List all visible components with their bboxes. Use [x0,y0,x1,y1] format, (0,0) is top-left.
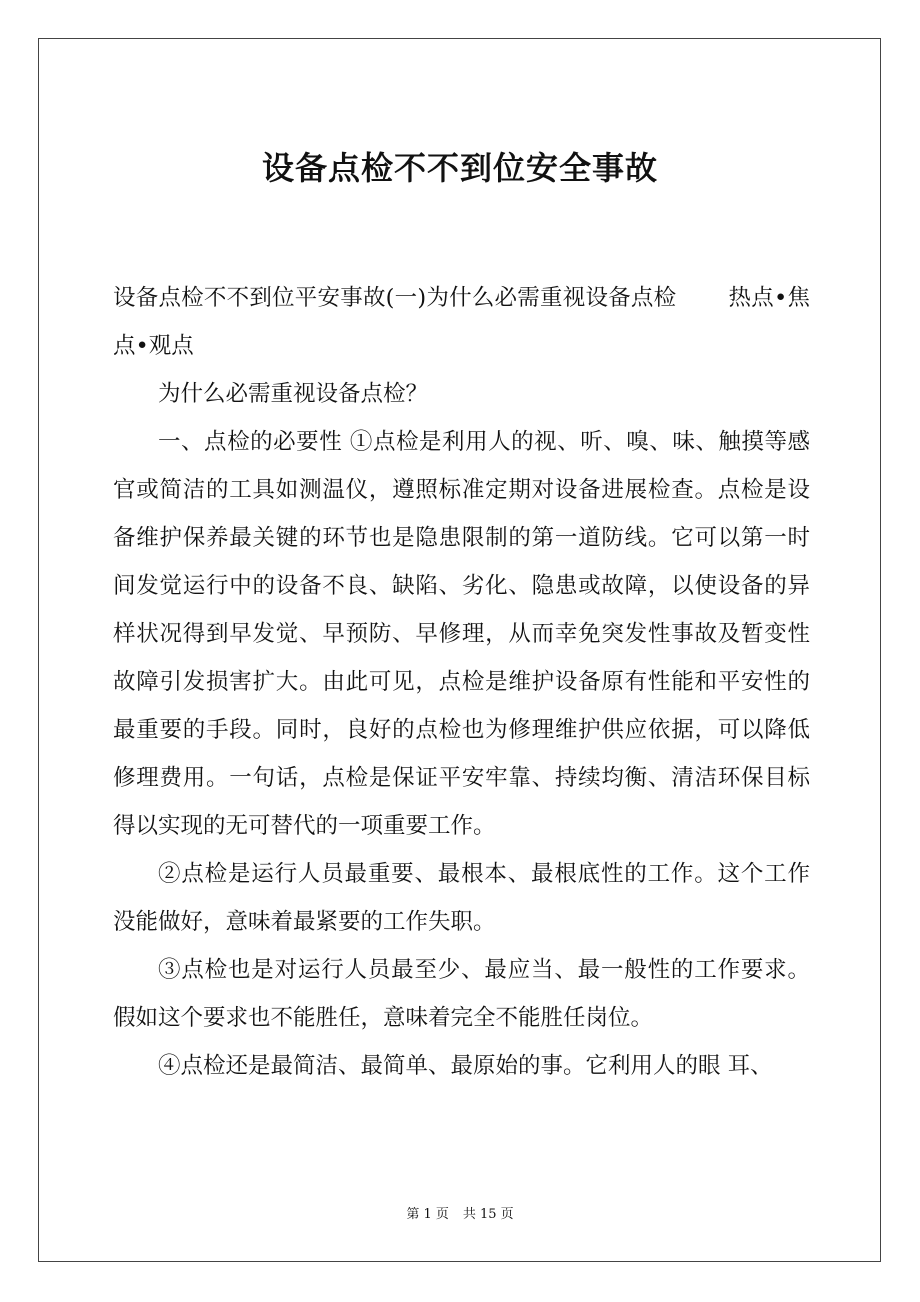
page-footer [0,1205,920,1225]
body-paragraph: ②点检是运行人员最重要、最根本、最根底性的工作。这个工作没能做好，意味着最紧要的工作失职。 [113,861,810,935]
page-total: 共 15 页 [462,1207,514,1222]
body-paragraph: ③点检也是对运行人员最至少、最应当、最一般性的工作要求。假如这个要求也不能胜任，意味着完全不能胜任岗位。 [113,957,810,1031]
page-number: 第 1 页 [406,1207,449,1222]
intro-tagline: 热点•焦点•观点 [113,285,810,359]
body-paragraph: 为什么必需重视设备点检？ [158,381,429,407]
document-body [113,274,810,1090]
intro-text: 设备点检不不到位平安事故(一)为什么必需重视设备点检 [113,285,677,311]
intro-paragraph [113,274,810,370]
body-paragraph: ④点检还是最简洁、最简单、最原始的事。它利用人的眼 耳、 [158,1053,773,1079]
document-title: 设备点检不不到位安全事故 [261,149,658,187]
body-paragraph: 一、点检的必要性 ①点检是利用人的视、听、嗅、味、触摸等感官或简洁的工具如测温仪，遵照标准定期对设备进展检查。点检是设备维护保养最关键的环节也是隐患限制的第一道防线。它可以第一时间发觉运行中的设备不良、缺陷、劣化、隐患或故障，以使设备的异样状况得到早发觉、早预防、早修理，从而幸免突发性事故及暂变性故障引发损害扩大。由此可见，点检是维护设备原有性能和平安性的最重要的手段。同时，良好的点检也为修理维护供应依据，可以降低修理费用。一句话，点检是保证平安牢靠、持续均衡、清洁环保目标得以实现的无可替代的一项重要工作。 [113,429,810,839]
